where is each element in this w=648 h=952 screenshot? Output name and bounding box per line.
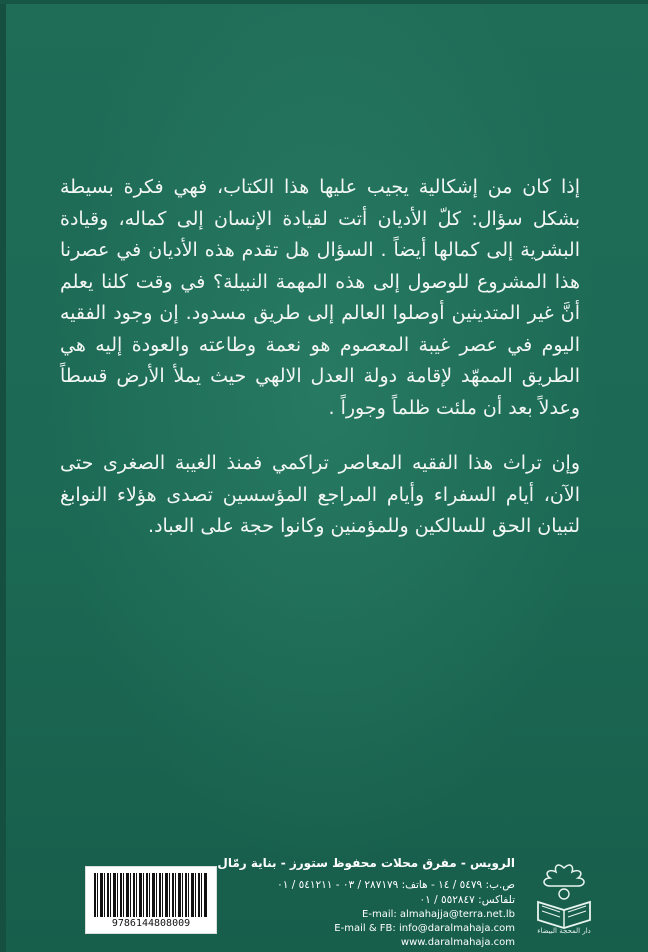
- top-edge: [0, 0, 648, 4]
- barcode-number: 9786144808009: [111, 918, 191, 929]
- publisher-logo-text: دار المحجة البيضاء: [537, 927, 591, 935]
- publisher-contact: [215, 852, 515, 950]
- publisher-fax: تلفاكس: ٥٥٢٨٤٧ / ٠١: [419, 894, 515, 906]
- spine-edge: [0, 0, 6, 952]
- blurb-paragraph-2: وإن تراث هذا الفقيه المعاصر تراكمي فمنذ الغيبة الصغرى حتى الآن، أيام السفراء وأيام المراجع المؤسسين تصدى هؤلاء النوابغ لتبيان الحق للسالكين وللمؤمنين وكانوا حجة على العباد.: [60, 452, 580, 537]
- publisher-phone: ص.ب: ٥٤٧٩ / ١٤ - هاتف: ٢٨٧١٧٩ / ٠٣ - ٥٤١٢١١ / ٠١: [277, 879, 515, 891]
- blurb-text: [60, 172, 580, 543]
- publisher-address: الرويس - مفرق محلات محفوظ ستورز - بناية رمّال: [217, 856, 515, 870]
- barcode-bars: [94, 873, 208, 917]
- publisher-website: www.daralmahaja.com: [400, 937, 515, 948]
- blurb-paragraph-1: إذا كان من إشكالية يجيب عليها هذا الكتاب، فهي فكرة بسيطة بشكل سؤال: كلّ الأديان أتت لقيادة الإنسان إلى كماله، وقيادة البشرية إلى كمالها أيضاً . السؤال هل تقدم هذه الأديان في عصرنا هذا المشروع للوصول إلى هذه المهمة النبيلة؟ في وقت كلنا يعلم أنَّ غير المتدينين أوصلوا العالم إلى طريق مسدود. إن وجود الفقيه اليوم في عصر غيبة المعصوم هو نعمة وطاعته والعودة إليه هي الطريق الممهّد لإقامة دولة العدل الالهي حيث يملأ الأرض قسطاً وعدلاً بعد أن ملئت ظلماً وجوراً .: [60, 176, 580, 419]
- publisher-email: E-mail: almahajja@terra.net.lb: [362, 909, 515, 920]
- isbn-barcode: [85, 866, 217, 934]
- publisher-email-fb: E-mail & FB: info@daralmahaja.com: [334, 923, 515, 934]
